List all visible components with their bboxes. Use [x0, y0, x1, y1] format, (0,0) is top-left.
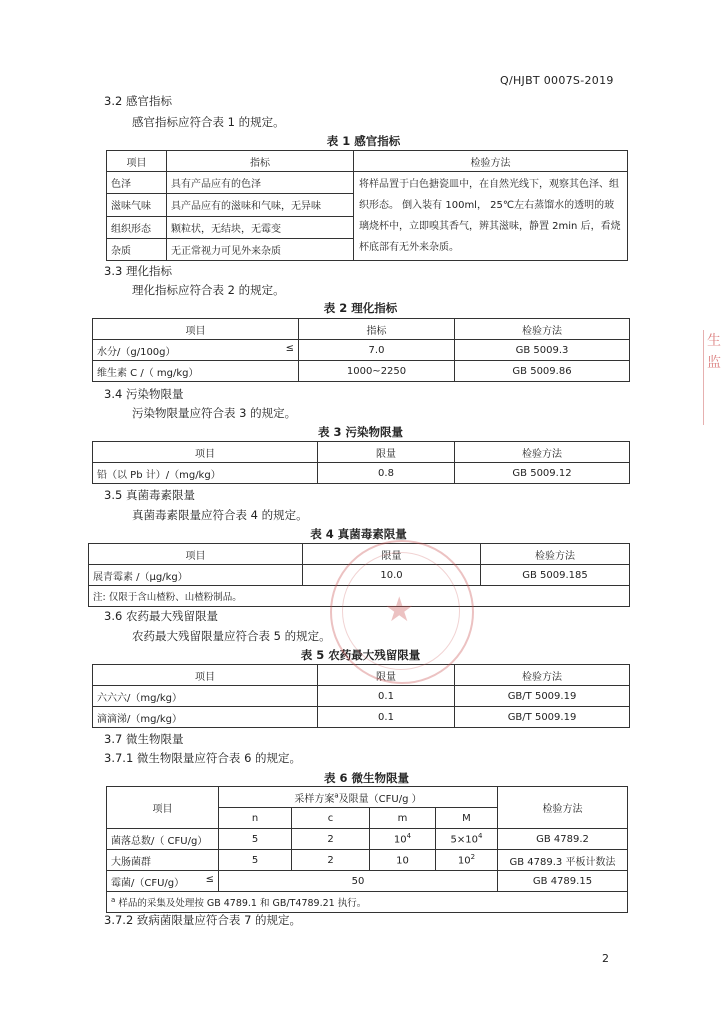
table-header-cell: 检验方法 [498, 787, 628, 829]
section-para-3-5: 真菌毒素限量应符合表 4 的规定。 [132, 508, 308, 522]
table-subheader-cell: m [370, 808, 436, 829]
value: 10 [393, 834, 407, 846]
table-cell: 2 [292, 829, 370, 850]
table3 [92, 441, 630, 484]
table-row [93, 707, 630, 728]
table-cell: 色泽 [107, 172, 167, 194]
table5 [92, 664, 630, 728]
edge-stamp-char: 生 [707, 333, 721, 349]
table-cell [370, 850, 436, 871]
sampling-plan-label: 采样方案 [294, 793, 335, 805]
table-header-row [93, 442, 630, 463]
table-row [107, 871, 628, 892]
table-header-row [93, 319, 630, 340]
table-cell: GB/T 5009.19 [455, 707, 630, 728]
table-cell: 展青霉素 /（μg/kg） [89, 565, 303, 586]
table-header-cell: 检验方法 [455, 665, 630, 686]
note-text: 样品的采集及处理按 GB 4789.1 和 GB/T4789.21 执行。 [115, 898, 367, 909]
footnote-marker: a [111, 895, 116, 904]
table-header-cell: 检验方法 [455, 319, 630, 340]
section-para-3-6: 农药最大残留限量应符合表 5 的规定。 [132, 629, 331, 643]
section-para-3-4: 污染物限量应符合表 3 的规定。 [132, 406, 297, 420]
table6-caption: 表 6 微生物限量 [323, 771, 409, 785]
table-header-cell: 限量 [318, 442, 455, 463]
table-cell: 0.1 [318, 686, 455, 707]
table4-caption: 表 4 真菌毒素限量 [310, 527, 407, 541]
table-cell: 菌落总数/（ CFU/g） [107, 829, 219, 850]
table1-caption: 表 1 感官指标 [326, 134, 401, 148]
table-subheader-cell: M [436, 808, 498, 829]
exponent: 2 [470, 853, 476, 862]
table-cell: 六六六/（mg/kg） [93, 686, 318, 707]
section-heading-3-5: 3.5 真菌毒素限量 [104, 488, 195, 502]
table-cell: GB 5009.86 [455, 361, 630, 382]
le-symbol: ≤ [205, 873, 214, 885]
table-header-row [107, 151, 628, 172]
table-row [107, 850, 628, 871]
table-cell [436, 850, 498, 871]
table-cell: 2 [292, 850, 370, 871]
table-row [93, 361, 630, 382]
table-header-cell [219, 787, 498, 808]
table-header-cell: 指标 [167, 151, 354, 172]
table-row [93, 463, 630, 484]
section-para-3-7-2: 3.7.2 致病菌限量应符合表 7 的规定。 [104, 913, 302, 927]
table-cell: 滋味气味 [107, 194, 167, 216]
section-para-3-7-1: 3.7.1 微生物限量应符合表 6 的规定。 [104, 751, 302, 765]
table-header-cell: 项目 [107, 787, 219, 829]
table-cell: 0.1 [318, 707, 455, 728]
official-seal-stamp [330, 540, 474, 684]
table1-method-cell: 将样品置于白色搪瓷皿中，在自然光线下，观察其色泽、组织形态。 倒入装有 100ml， 25℃左右蒸馏水的透明的玻璃烧杯中，立即嗅其香气，辨其滋味，静置 2min 后，看烧杯底部有无外来杂质。 [354, 172, 628, 261]
sampling-limit-label: 及限量（CFU/g ） [338, 793, 422, 805]
table-cell: 铅（以 Pb 计）/（mg/kg） [93, 463, 318, 484]
table4-note: 注: 仅限于含山楂粉、山楂粉制品。 [89, 586, 630, 607]
table-subheader-cell: c [292, 808, 370, 829]
footnote-marker: a [334, 791, 339, 800]
table-cell: 滴滴涕/（mg/kg） [93, 707, 318, 728]
table-cell: 0.8 [318, 463, 455, 484]
table-header-cell: 项目 [89, 544, 303, 565]
table-cell: 无正常视力可见外来杂质 [167, 238, 354, 260]
table-header-cell: 检验方法 [481, 544, 630, 565]
table3-caption: 表 3 污染物限量 [317, 425, 403, 439]
value: 10 [396, 855, 409, 867]
section-heading-3-3: 3.3 理化指标 [104, 264, 172, 278]
edge-stamp-char: 监 [707, 355, 721, 371]
item-label: 水分/（g/100g） [97, 346, 176, 358]
table-cell: GB 4789.15 [498, 871, 628, 892]
table-row [107, 172, 628, 194]
exponent: 4 [406, 832, 412, 841]
le-symbol: ≤ [285, 342, 294, 354]
exponent: 4 [478, 832, 483, 841]
table-header-cell: 限量 [303, 544, 481, 565]
doc-code: Q/HJBT 0007S-2019 [500, 74, 614, 87]
table-cell: GB 5009.12 [455, 463, 630, 484]
table-cell: 颗粒状，无结块，无霉变 [167, 216, 354, 238]
table-cell [370, 829, 436, 850]
table-note-row [107, 892, 628, 913]
table-subheader-cell: n [219, 808, 292, 829]
section-heading-3-4: 3.4 污染物限量 [104, 387, 184, 401]
section-para-3-3: 理化指标应符合表 2 的规定。 [132, 283, 285, 297]
table2 [92, 318, 630, 382]
table-header-cell: 指标 [299, 319, 455, 340]
table-cell: 杂质 [107, 238, 167, 260]
table-header-cell: 项目 [93, 442, 318, 463]
table-cell [107, 871, 219, 892]
value: 10 [457, 855, 471, 867]
table-cell: 7.0 [299, 340, 455, 361]
table-cell: 具有产品应有的色泽 [167, 172, 354, 194]
star-icon: ★ [384, 590, 415, 630]
table-cell: 10.0 [303, 565, 481, 586]
table-cell: 5 [219, 829, 292, 850]
table6 [106, 786, 628, 913]
table-cell: GB 5009.185 [481, 565, 630, 586]
table-header-row [107, 787, 628, 808]
table-cell: 具产品应有的滋味和气味，无异味 [167, 194, 354, 216]
value: 5×10 [450, 834, 478, 846]
table-cell: GB/T 5009.19 [455, 686, 630, 707]
table-cell: 5 [219, 850, 292, 871]
table-row [107, 829, 628, 850]
section-heading-3-6: 3.6 农药最大残留限量 [104, 609, 218, 623]
section-heading-3-2: 3.2 感官指标 [104, 94, 172, 108]
section-para-3-2: 感官指标应符合表 1 的规定。 [132, 115, 285, 129]
item-label: 霉菌/（CFU/g） [111, 877, 185, 889]
table-header-cell: 项目 [107, 151, 167, 172]
table2-caption: 表 2 理化指标 [323, 301, 398, 315]
table-cell: GB 4789.2 [498, 829, 628, 850]
table-header-cell: 项目 [93, 665, 318, 686]
table-cell: 维生素 C /（ mg/kg） [93, 361, 299, 382]
table1 [106, 150, 628, 261]
section-heading-3-7: 3.7 微生物限量 [104, 732, 184, 746]
table-header-cell: 检验方法 [455, 442, 630, 463]
table-cell [93, 340, 299, 361]
table-cell: 组织形态 [107, 216, 167, 238]
page-number: 2 [602, 952, 609, 965]
table-header-cell: 限量 [318, 665, 455, 686]
table5-caption: 表 5 农药最大残留限量 [300, 648, 421, 662]
table6-note [107, 892, 628, 913]
table-cell: GB 5009.3 [455, 340, 630, 361]
table-cell: 50 [219, 871, 498, 892]
table-row [93, 686, 630, 707]
table-row [93, 340, 630, 361]
edge-stamp [703, 330, 724, 425]
table-cell: GB 4789.3 平板计数法 [498, 850, 628, 871]
table-cell: 1000~2250 [299, 361, 455, 382]
table-cell [436, 829, 498, 850]
table-header-cell: 项目 [93, 319, 299, 340]
table-cell: 大肠菌群 [107, 850, 219, 871]
table-header-cell: 检验方法 [354, 151, 628, 172]
